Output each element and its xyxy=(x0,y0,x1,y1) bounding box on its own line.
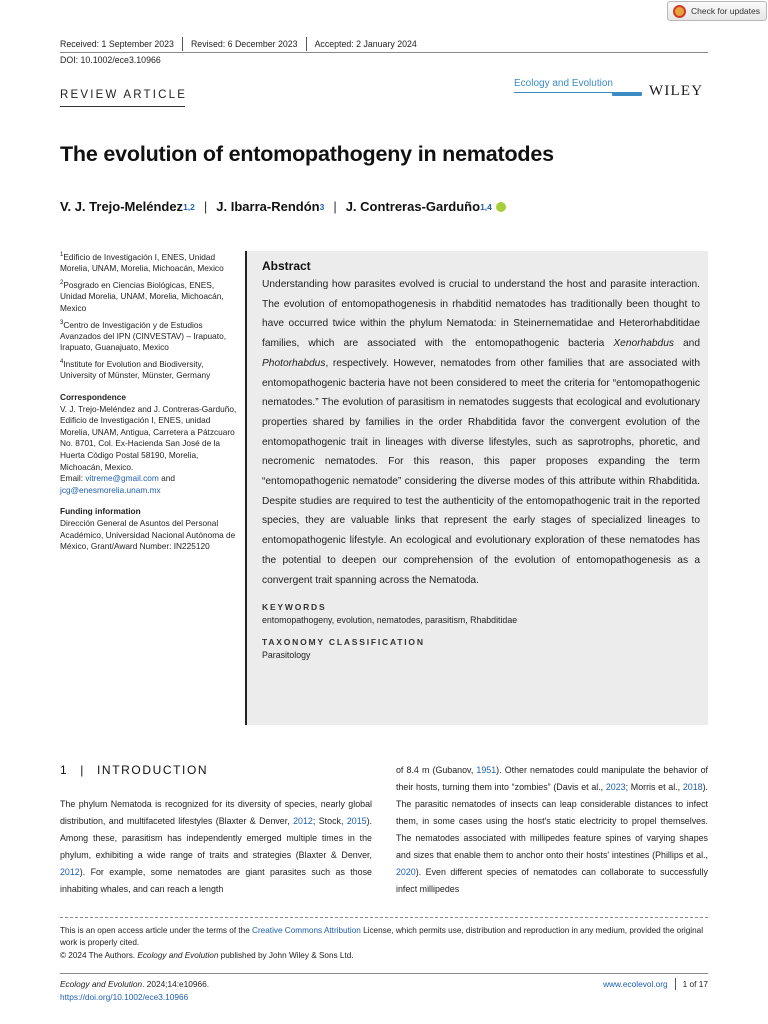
keywords-label: KEYWORDS xyxy=(262,602,327,613)
abstract-text: Understanding how parasites evolved is crucial to understand the host and parasite interaction. The evolution of entomopathogenesis in rhabditid nematodes has traditionally been thought to have occurred twice within the phylum Nematoda: in Steinernematidae and Heterorhabditidae families, which are associated with the entomopathogenic bacteria Xenorhabdus and Photorhabdus, respectively. However, nematodes from other families that are associated with entomopathogenic bacteria have not been considered to meet the criteria for “entomopathogenic nematodes.” The evolution of parasitism in nematodes suggests that ecological and evolutionary properties shared by families in the order Rhabditida favor the convergent evolution of the entomopathogenic trait in lineages with diverse lifestyles, such as saprotrophs, phoretic, and necromenic nematodes. For this reason, this paper proposes expanding the term “entomopathogenic nematode” considering the diverse modes of this attribute within Rhabditida. Despite studies are required to test the authenticity of the entomopathogenic trait in the reported species, they are valuable links that represent the early stages of specialized lineages to entomopathogenic lifestyle. An ecological and evolutionary exploration of these nematodes has the potential to deepen our comprehension of the evolution of entomopathogenesis as a convergent trait spanning across the Nematoda. xyxy=(262,279,700,586)
funding-title: Funding information xyxy=(60,506,141,517)
doi-link[interactable]: https://doi.org/10.1002/ece3.10966 xyxy=(60,992,189,1002)
footer-right xyxy=(603,978,708,990)
correspondence-address: V. J. Trejo-Meléndez and J. Contreras-Garduño, Edificio de Investigación I, ENES, unidad Morelia, UNAM, Antigua, Carretera a Pátzcuaro No. 8701, Col. Ex-Hacienda San José de la Huerta Código Postal 58190, Morelia, Michoacán, Mexico. xyxy=(60,403,237,472)
affiliation: $^4$Institute for Evolution and Biodiversity, University of Münster, Münster, Germany xyxy=(60,358,211,381)
orcid-icon[interactable] xyxy=(496,202,506,212)
footer-divider xyxy=(675,978,676,990)
open-access-logo xyxy=(612,92,642,96)
copyright-text: © 2024 The Authors. Ecology and Evolution published by John Wiley & Sons Ltd. xyxy=(60,950,354,960)
license-link[interactable]: Creative Commons Attribution xyxy=(252,926,361,935)
license-notice xyxy=(60,925,708,962)
footer-citation xyxy=(60,978,209,1004)
body-text-left: The phylum Nematoda is recognized for its diversity of species, nearly global distribution, and multifaceted lifestyles (Blaxter & Denver, 2012; Stock, 2015). Among these, parasitism has independently emerged multiple times in the phylum, exhibiting a wide range of traits and strategies (Blaxter & Denver, 2012). For example, some nematodes are giant parasites such as those inhabiting whales, and can reach a length xyxy=(60,799,373,894)
update-icon xyxy=(673,5,686,18)
affiliation: $^2$Posgrado en Ciencias Biológicas, ENES, Unidad Morelia, UNAM, Morelia, Michoacán, Mexico xyxy=(60,279,224,313)
section-divider: | xyxy=(80,763,85,777)
genus-name: Photorhabdus xyxy=(262,357,326,369)
journal-citation: Ecology and Evolution. 2024;14:e10966. xyxy=(60,979,210,989)
section-number: 1 xyxy=(60,763,69,777)
received-date: Received: 1 September 2023 xyxy=(60,39,174,49)
email-link[interactable]: vitreme@gmail.com xyxy=(85,473,159,484)
revised-date: Revised: 6 December 2023 xyxy=(190,39,298,49)
taxonomy-label: TAXONOMY CLASSIFICATION xyxy=(262,637,425,648)
citation-link[interactable]: 2012 xyxy=(60,867,80,877)
section-title: INTRODUCTION xyxy=(97,763,209,777)
paper-title: The evolution of entomopathogeny in nematodes xyxy=(60,142,554,166)
affiliation: $^3$Centro de Investigación y de Estudios Avanzados del IPN (CINVESTAV) – Irapuato, Irapuato, Guanajuato, Mexico xyxy=(60,319,227,353)
journal-site-link[interactable]: www.ecolevol.org xyxy=(603,979,668,989)
taxonomy-text: Parasitology xyxy=(262,650,311,661)
check-for-updates-button[interactable] xyxy=(667,1,767,21)
author-affiliation-link[interactable]: 1,2 xyxy=(183,202,195,212)
correspondence-email: Email: vitreme@gmail.com and jcg@enesmorelia.unam.mx xyxy=(60,473,175,495)
citation-link[interactable]: 2012 xyxy=(293,816,313,826)
genus-name: Xenorhabdus xyxy=(613,338,674,350)
author-affiliation-link[interactable]: 1,4 xyxy=(480,202,492,212)
journal-logo: Ecology and Evolution xyxy=(514,78,613,89)
funding-text: Dirección General de Asuntos del Personal Académico, Universidad Nacional Autónoma de México, Grant/Award Number: IN225120 xyxy=(60,517,236,552)
abstract-title: Abstract xyxy=(262,259,311,273)
author-divider: | xyxy=(333,199,337,214)
article-type-rule xyxy=(60,106,185,107)
author-name: J. Contreras-Garduño xyxy=(345,199,481,214)
citation-link[interactable]: 2015 xyxy=(346,816,367,826)
citation-link[interactable]: 2023 xyxy=(605,782,626,792)
footer-rule xyxy=(60,973,708,974)
publisher-logo: WILEY xyxy=(649,83,704,99)
citation-link[interactable]: 2018 xyxy=(682,782,703,792)
meta-rule xyxy=(60,52,708,53)
date-divider xyxy=(306,37,307,51)
author-divider: | xyxy=(203,199,208,214)
abstract-box xyxy=(245,251,708,725)
footer-divider xyxy=(60,917,708,918)
front-matter-sidebar xyxy=(60,250,240,553)
author-affiliation-link[interactable]: 3 xyxy=(319,202,325,212)
license-text: This is an open access article under the terms of the Creative Commons Attribution License, which permits use, distribution and reproduction in any medium, provided the original work is properly cited. xyxy=(60,926,704,948)
correspondence-title: Correspondence xyxy=(60,392,126,402)
author-name: J. Ibarra-Rendón xyxy=(216,199,320,214)
body-text-right: of 8.4 m (Gubanov, 1951). Other nematodes could manipulate the behavior of their hosts, turning them into “zombies” (Davis et al., 2023; Morris et al., 2018). The parasitic nematodes of insects can leap considerable distances to infect them, in some cases using the host's static electricity to propel themselves. The nematodes associated with millipedes feature spines of varying shapes and sizes that enable them to anchor onto their hosts' intestines (Phillips et al., 2020). Even different species of nematodes can collaborate to successfully infect millipedes xyxy=(396,765,708,894)
accepted-date: Accepted: 2 January 2024 xyxy=(314,39,417,49)
citation-link[interactable]: 2020 xyxy=(396,867,416,877)
keywords-text: entomopathogeny, evolution, nematodes, parasitism, Rhabditidae xyxy=(262,615,518,626)
doi: DOI: 10.1002/ece3.10966 xyxy=(60,55,161,65)
email-link[interactable]: jcg@enesmorelia.unam.mx xyxy=(60,484,161,495)
article-type: REVIEW ARTICLE xyxy=(60,89,188,101)
affiliation: $^1$Edificio de Investigación I, ENES, Unidad Morelia, UNAM, Morelia, Michoacán, Mexico xyxy=(60,251,224,274)
article-dates xyxy=(60,37,417,51)
author-list xyxy=(60,199,506,214)
section-heading xyxy=(60,763,208,777)
date-divider xyxy=(182,37,183,51)
author-name: V. J. Trejo-Meléndez xyxy=(60,199,184,214)
citation-link[interactable]: 1951 xyxy=(476,765,497,775)
check-for-updates-label: Check for updates xyxy=(691,6,760,16)
page-number: 1 of 17 xyxy=(682,979,708,989)
